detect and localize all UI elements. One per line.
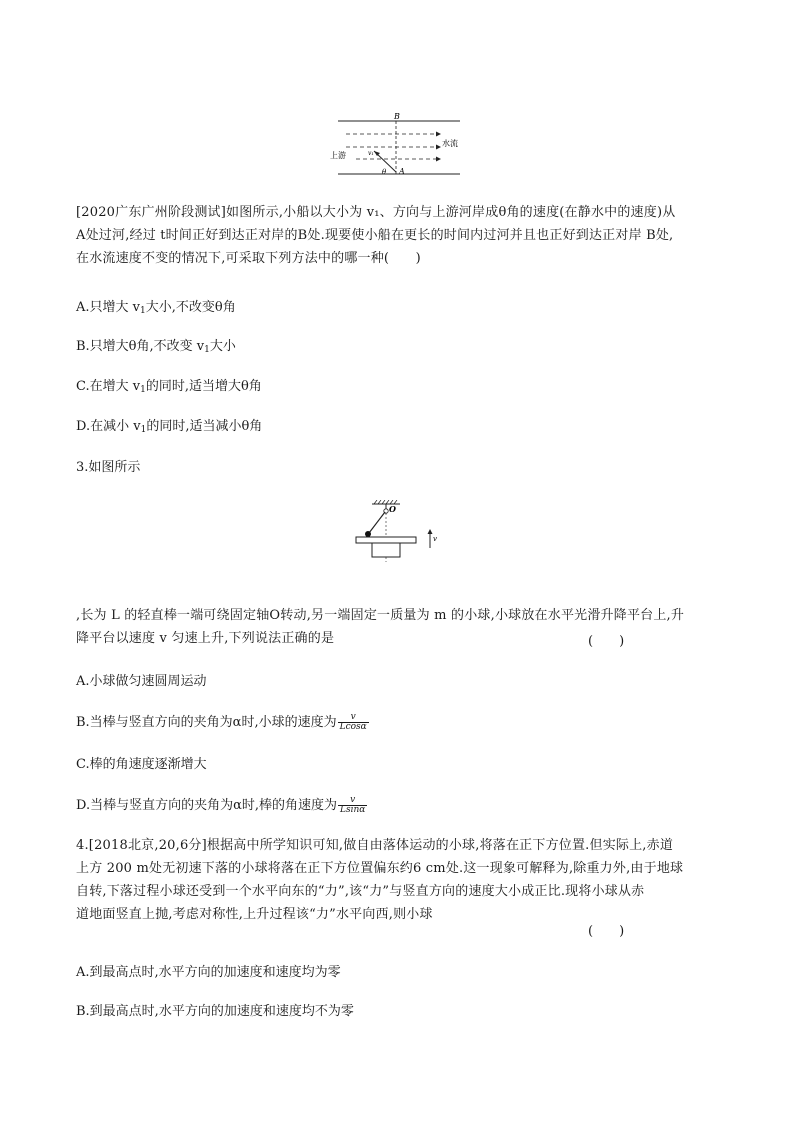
rod-platform-figure xyxy=(352,500,442,564)
label-B: B xyxy=(394,112,400,121)
river-crossing-figure xyxy=(328,110,468,178)
flow-arrow-2 xyxy=(436,145,441,150)
q3-answer-paren: ( ) xyxy=(588,634,625,649)
q3-title: 3.如图所示 xyxy=(76,460,141,475)
flow-arrow-3 xyxy=(436,157,441,162)
q4-option-b: B.到最高点时,水平方向的加速度和速度均不为零 xyxy=(76,1004,354,1019)
label-v: v xyxy=(433,535,437,543)
label-water-flow: 水流 xyxy=(442,139,458,148)
q3-option-c: C.棒的角速度逐渐增大 xyxy=(76,757,207,772)
q4-stem-line-3: 自转,下落过程小球还受到一个水平向东的“力”,该“力”与竖直方向的速度大小成正比.现将小球从赤 xyxy=(76,884,645,899)
q2-option-b-text: B.只增大θ角,不改变 v xyxy=(76,339,205,354)
q2-stem-line-2: A处过河,经过 t时间正好到达正对岸的B处.现要使小船在更长的时间内过河并且也正好到达正对岸 B处, xyxy=(76,228,674,243)
q3-option-b-fraction xyxy=(338,713,369,732)
q3-stem-line-1: ,长为 L 的轻直棒一端可绕固定轴O转动,另一端固定一质量为 m 的小球,小球放在水平光滑升降平台上,升 xyxy=(76,608,685,623)
q4-stem xyxy=(76,834,722,926)
q2-stem xyxy=(76,201,722,270)
q3-option-b-text: B.当棒与竖直方向的夹角为α时,小球的速度为 xyxy=(76,715,337,730)
q3-option-d-numerator: v xyxy=(350,795,356,805)
label-O: O xyxy=(389,504,396,514)
q2-option-d xyxy=(76,418,262,439)
q3-option-b-denominator: Lcosα xyxy=(339,722,367,732)
q2-option-a xyxy=(76,299,236,320)
q2-option-c-sub: 1 xyxy=(140,385,146,395)
q3-option-d xyxy=(76,796,367,815)
q4-stem-line-1: 4.[2018北京,20,6分]根据高中所学知识可知,做自由落体运动的小球,将落在正下方位置.但实际上,赤道 xyxy=(76,838,674,853)
q2-option-c xyxy=(76,378,262,399)
q3-option-d-denominator: Lsinα xyxy=(340,805,366,815)
ball xyxy=(365,531,371,537)
label-upstream: 上游 xyxy=(330,151,346,160)
q2-option-c-text: C.在增大 v xyxy=(76,379,141,394)
flow-arrow-1 xyxy=(436,132,441,137)
q2-option-d-text-end: 的同时,适当减小θ角 xyxy=(146,419,263,434)
q2-option-b-text-end: 大小 xyxy=(209,339,236,354)
lifting-platform xyxy=(356,537,416,543)
q4-stem-line-4: 道地面竖直上抛,考虑对称性,上升过程该“力”水平向西,则小球 xyxy=(76,907,433,922)
q4-answer-paren: ( ) xyxy=(588,924,625,939)
q2-option-c-text-end: 的同时,适当增大θ角 xyxy=(145,379,262,394)
q3-option-d-fraction xyxy=(338,796,367,815)
q3-option-b xyxy=(76,713,369,732)
q2-option-a-text: A.只增大 v xyxy=(76,300,140,315)
q3-stem-line-2: 降平台以速度 v 匀速上升,下列说法正确的是 xyxy=(76,631,335,646)
q3-option-d-text: D.当棒与竖直方向的夹角为α时,棒的角速度为 xyxy=(76,798,338,813)
q2-option-d-text: D.在减小 v xyxy=(76,419,141,434)
platform-base xyxy=(372,543,400,557)
q4-stem-line-2: 上方 200 m处无初速下落的小球将落在正下方位置偏东约6 cm处.这一现象可解释为,除重力外,由于地球 xyxy=(76,861,684,876)
q3-option-a: A.小球做匀速圆周运动 xyxy=(76,674,207,689)
q2-stem-line-3: 在水流速度不变的情况下,可采取下列方法中的哪一种( ) xyxy=(76,251,421,266)
label-v1: v₁ xyxy=(368,150,374,157)
q2-option-b-sub: 1 xyxy=(204,345,210,355)
q4-option-a: A.到最高点时,水平方向的加速度和速度均为零 xyxy=(76,965,341,980)
label-A: A xyxy=(399,167,405,176)
label-theta: θ xyxy=(382,168,387,176)
velocity-v-arrowhead xyxy=(428,529,433,534)
q2-option-a-sub: 1 xyxy=(140,306,146,316)
q2-option-d-sub: 1 xyxy=(140,425,147,435)
q2-stem-line-1: [2020广东广州阶段测试]如图所示,小船以大小为 v₁、方向与上游河岸成θ角的速度(在静水中的速度)从 xyxy=(76,205,676,220)
q2-option-a-text-end: 大小,不改变θ角 xyxy=(145,300,236,315)
q2-option-b xyxy=(76,338,236,359)
q3-option-b-numerator: v xyxy=(350,712,356,722)
q3-stem xyxy=(76,604,722,650)
light-rod xyxy=(369,512,385,533)
